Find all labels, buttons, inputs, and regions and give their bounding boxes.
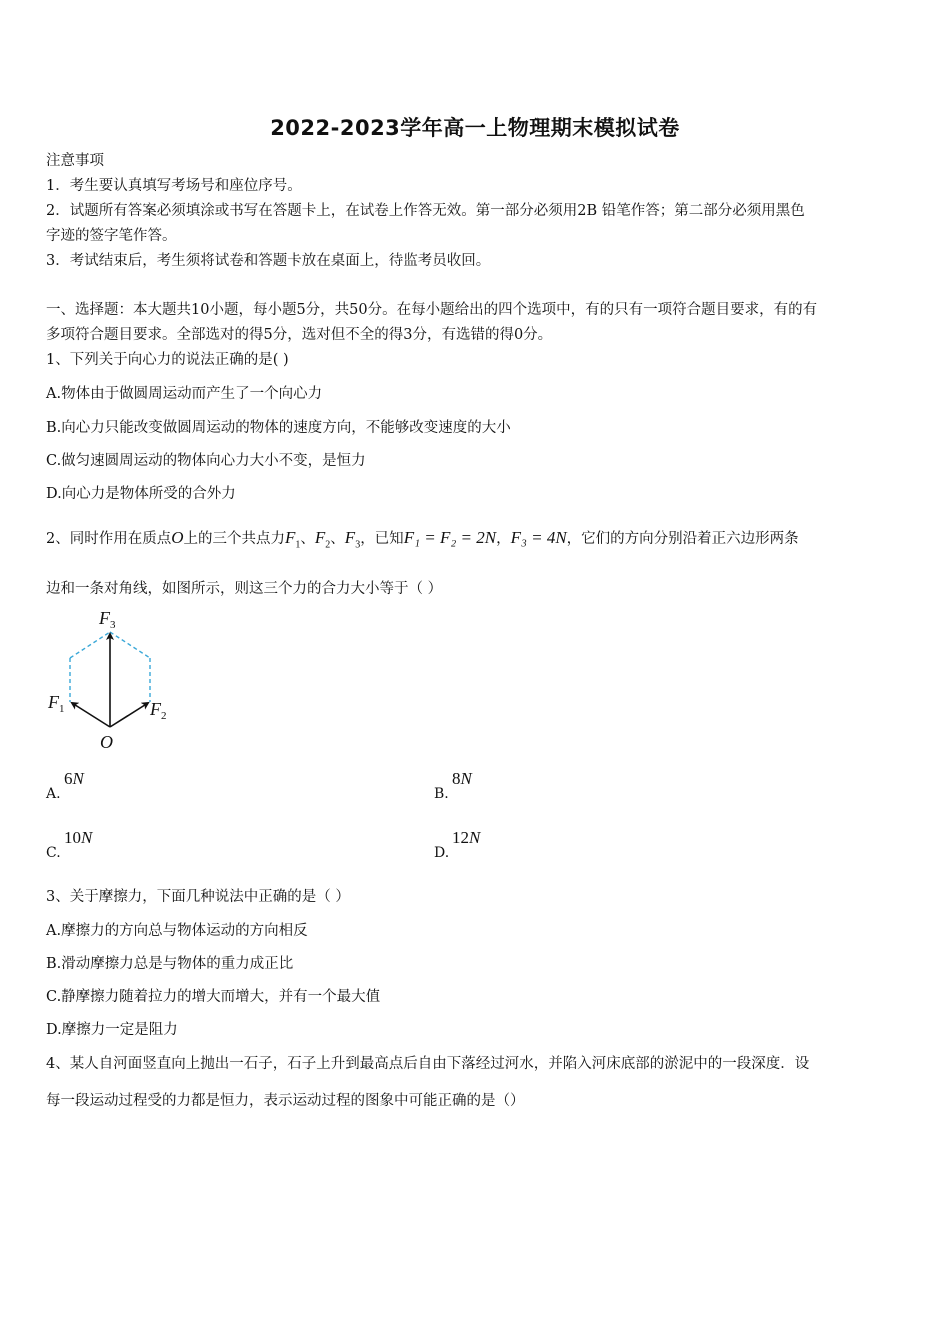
question-2-stem-line2: 边和一条对角线，如图所示，则这三个力的合力大小等于（ ） <box>46 581 443 597</box>
equation-f1-f2: F₁ = F₂ = 2N <box>403 528 497 547</box>
option-label: B. <box>434 786 449 802</box>
force-f2-arrow <box>110 703 148 727</box>
question-1-option-a: A.物体由于做圆周运动而产生了一个向心力 <box>46 386 323 402</box>
stem-text: 2、同时作用在质点 <box>46 531 172 547</box>
option-label: D. <box>434 845 450 861</box>
force-f1-arrow <box>72 703 110 727</box>
notice-item: 2．试题所有答案必须填涂或书写在答题卡上，在试卷上作答无效。第一部分必须用2B 铅笔作答；第二部分必须用黑色 <box>46 203 805 219</box>
question-3-stem: 3、关于摩擦力，下面几种说法中正确的是（ ） <box>46 889 350 905</box>
force-diagram <box>44 606 184 754</box>
option-value: 12N <box>452 828 481 847</box>
question-4-stem-line2: 每一段运动过程受的力都是恒力，表示运动过程的图象中可能正确的是（） <box>46 1093 525 1109</box>
question-3-option-b: B.滑动摩擦力总是与物体的重力成正比 <box>46 956 294 972</box>
label-origin: O <box>100 732 113 752</box>
question-1-stem: 1、下列关于向心力的说法正确的是( ) <box>46 352 289 368</box>
option-label: A. <box>46 786 61 802</box>
hexagon-force-figure <box>44 606 184 758</box>
question-3-option-c: C.静摩擦力随着拉力的增大而增大，并有一个最大值 <box>46 989 381 1005</box>
stem-text: 上的三个共点力 <box>183 531 286 547</box>
notice-heading: 注意事项 <box>46 153 104 169</box>
section-intro: 一、选择题：本大题共10小题，每小题5分，共50分。在每小题给出的四个选项中，有的只有一项符合题目要求，有的有 <box>46 302 818 318</box>
option-value: 10N <box>64 828 93 847</box>
stem-text: ，已知 <box>360 531 404 547</box>
question-1-option-b: B.向心力只能改变做圆周运动的物体的速度方向，不能够改变速度的大小 <box>46 420 511 436</box>
section-intro: 多项符合题目要求。全部选对的得5分，选对但不全的得3分，有选错的得0分。 <box>46 327 553 343</box>
question-4-stem: 4、某人自河面竖直向上抛出一石子，石子上升到最高点后自由下落经过河水，并陷入河床底部的淤泥中的一段深度．设 <box>46 1056 810 1072</box>
question-1-option-d: D.向心力是物体所受的合外力 <box>46 486 236 502</box>
question-3-option-a: A.摩擦力的方向总与物体运动的方向相反 <box>46 923 308 939</box>
separator: ， <box>496 531 511 547</box>
page-title: 2022-2023学年高一上物理期末模拟试卷 <box>270 116 680 140</box>
question-1-option-c: C.做匀速圆周运动的物体向心力大小不变，是恒力 <box>46 453 366 469</box>
question-3-option-d: D.摩擦力一定是阻力 <box>46 1022 178 1038</box>
force-f1: $F_1$ <box>285 528 301 551</box>
stem-text: ，它们的方向分别沿着正六边形两条 <box>566 531 799 547</box>
notice-item: 3．考试结束后，考生须将试卷和答题卡放在桌面上，待监考员收回。 <box>46 253 491 269</box>
equation-f3: F₃ = 4N <box>510 528 567 547</box>
option-value: 6N <box>64 769 84 788</box>
option-label: C. <box>46 845 61 861</box>
label-f3: $F_3$ <box>99 608 116 631</box>
separator: 、 <box>300 531 315 547</box>
label-f1: $F_1$ <box>48 692 65 715</box>
separator: 、 <box>330 531 345 547</box>
label-f2: $F_2$ <box>150 699 167 722</box>
option-value: 8N <box>452 769 472 788</box>
notice-item: 字迹的签字笔作答。 <box>46 228 177 244</box>
point-o: O <box>171 528 184 547</box>
force-f2: $F_2$ <box>314 528 331 551</box>
notice-item: 1．考生要认真填写考场号和座位序号。 <box>46 178 302 194</box>
question-2-stem <box>46 528 799 555</box>
force-f3: $F_3$ <box>344 528 361 551</box>
